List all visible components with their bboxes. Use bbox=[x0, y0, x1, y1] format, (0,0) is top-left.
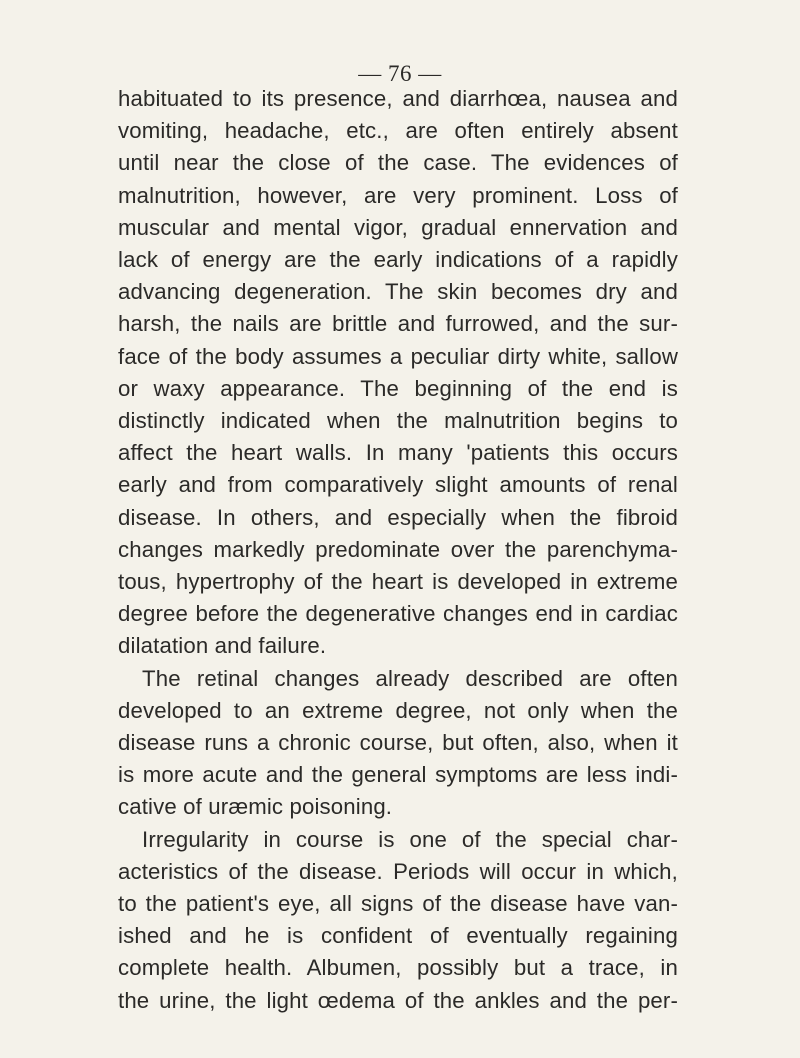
text-line: to the patient's eye, all signs of the disease have van- bbox=[118, 891, 678, 917]
text-line: changes markedly predominate over the parenchyma- bbox=[118, 536, 678, 562]
text-line: The retinal changes already described are often bbox=[142, 665, 678, 691]
text-line: vomiting, headache, etc., are often entirely absent bbox=[118, 118, 678, 144]
text-line: the urine, the light œdema of the ankles and the per- bbox=[118, 987, 678, 1013]
text-line: malnutrition, however, are very prominent. Loss of bbox=[118, 182, 678, 208]
text-line: ished and he is confident of eventually regaining bbox=[118, 923, 678, 949]
text-line: advancing degeneration. The skin becomes dry and bbox=[118, 279, 678, 305]
text-line: affect the heart walls. In many 'patients this occurs bbox=[118, 440, 678, 466]
text-line: disease. In others, and especially when the fibroid bbox=[118, 504, 678, 530]
text-line: cative of uræmic poisoning. bbox=[118, 794, 393, 820]
text-line: degree before the degenerative changes end in cardiac bbox=[118, 601, 678, 627]
text-line: muscular and mental vigor, gradual ennervation and bbox=[118, 214, 678, 240]
text-line: dilatation and failure. bbox=[118, 633, 327, 659]
text-line: lack of energy are the early indications of a rapidly bbox=[118, 247, 678, 273]
paragraph-1 bbox=[118, 83, 678, 663]
text-line: is more acute and the general symptoms are less indi- bbox=[118, 762, 678, 788]
page-number: — 76 — bbox=[358, 61, 442, 86]
text-line: harsh, the nails are brittle and furrowed, and the sur- bbox=[118, 311, 678, 337]
text-line: habituated to its presence, and diarrhœa, nausea and bbox=[118, 86, 678, 111]
text-line: developed to an extreme degree, not only when the bbox=[118, 697, 678, 723]
text-line: complete health. Albumen, possibly but a trace, in bbox=[118, 955, 678, 981]
text-line: face of the body assumes a peculiar dirty white, sallow bbox=[118, 343, 678, 369]
text-line: or waxy appearance. The beginning of the end is bbox=[118, 375, 678, 401]
body-text bbox=[118, 83, 678, 1017]
text-line: Irregularity in course is one of the special char- bbox=[142, 826, 678, 852]
paragraph-3 bbox=[118, 824, 678, 1017]
text-line: acteristics of the disease. Periods will occur in which, bbox=[118, 858, 678, 884]
text-line: early and from comparatively slight amounts of renal bbox=[118, 472, 678, 498]
text-line: distinctly indicated when the malnutrition begins to bbox=[118, 408, 678, 434]
text-line: disease runs a chronic course, but often, also, when it bbox=[118, 730, 678, 756]
paragraph-2 bbox=[118, 663, 678, 824]
text-line: tous, hypertrophy of the heart is developed in extreme bbox=[118, 569, 678, 595]
text-line: until near the close of the case. The evidences of bbox=[118, 150, 678, 176]
